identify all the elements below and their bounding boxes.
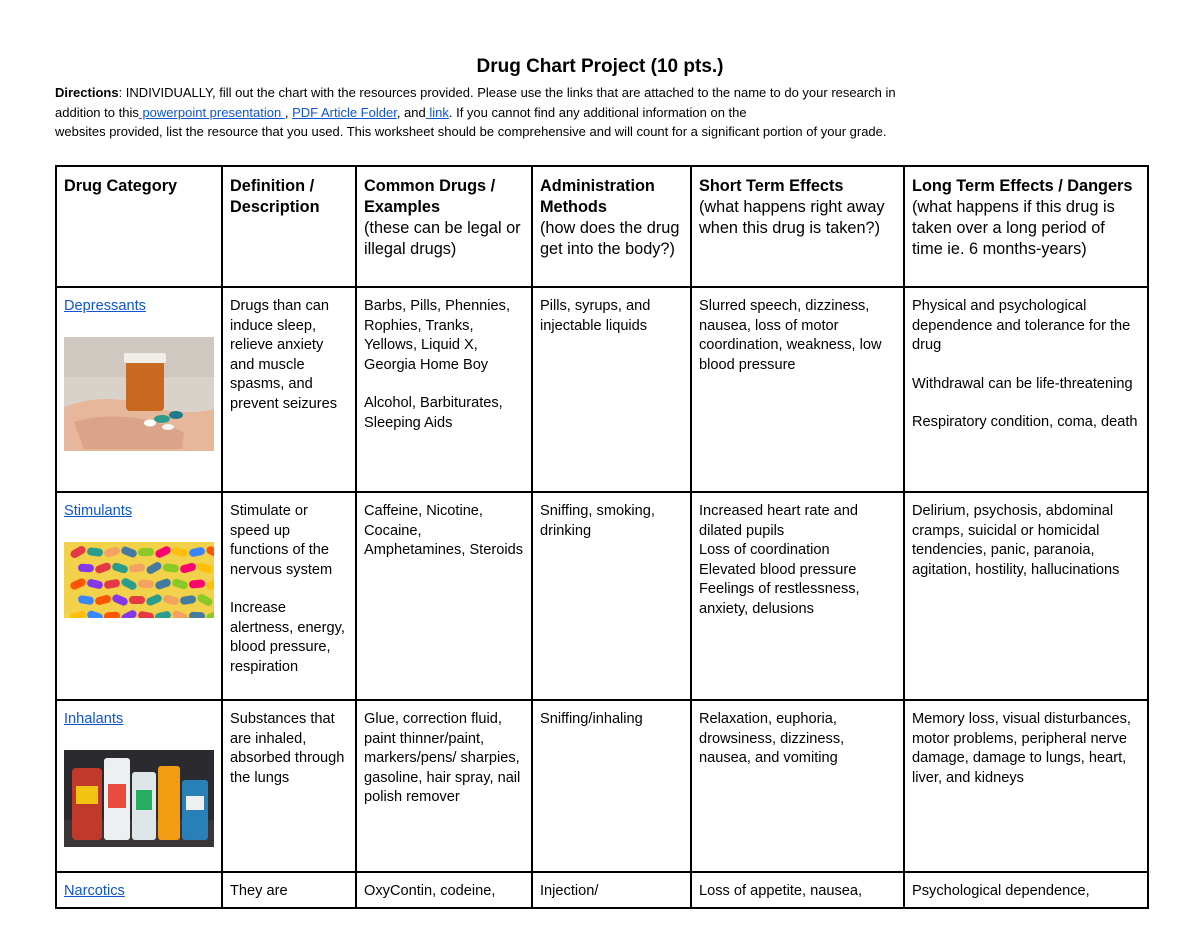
table-row: [56, 700, 1148, 872]
category-cell: [56, 700, 222, 872]
definition-cell: [222, 872, 356, 908]
long-term-text: Respiratory condition, coma, death: [912, 414, 1138, 430]
directions-text-2-pre: addition to this: [55, 104, 139, 120]
header-long-term-note: (what happens if this drug is taken over a long period of time ie. 6 months-years): [912, 198, 1115, 258]
administration-cell: [532, 492, 691, 700]
directions-line-2: [55, 103, 1155, 123]
common-drugs-cell: [356, 287, 532, 492]
short-term-text: Slurred speech, dizziness, nausea, loss of motor coordination, weakness, low blood pressure: [699, 298, 882, 373]
directions-line-3: [55, 122, 1155, 142]
definition-text: Stimulate or speed up functions of the nervous system: [230, 503, 333, 578]
definition-text: Drugs than can induce sleep, relieve anxiety and muscle spasms, and prevent seizures: [230, 298, 338, 412]
category-link[interactable]: Depressants: [64, 298, 146, 314]
common-drugs-cell: [356, 492, 532, 700]
directions-text-1: : INDIVIDUALLY, fill out the chart with the resources provided. Please use the links that are attached to the name to do your research in: [118, 85, 896, 100]
common-drugs-text: Barbs, Pills, Phennies, Rophies, Tranks, Yellows, Liquid X, Georgia Home Boy: [364, 298, 511, 373]
short-term-text: Increased heart rate and dilated pupils Loss of coordination Elevated blood pressure Feelings of restlessness, anxiety, delusions: [699, 503, 860, 617]
long-term-cell: [904, 872, 1148, 908]
long-term-cell: [904, 700, 1148, 872]
definition-cell: [222, 492, 356, 700]
definition-cell: [222, 287, 356, 492]
short-term-cell: [691, 492, 904, 700]
category-cell: [56, 492, 222, 700]
directions-separator-2: , and: [396, 104, 426, 120]
long-term-text: Psychological dependence,: [912, 883, 1090, 899]
common-drugs-text: Caffeine, Nicotine, Cocaine, Amphetamines, Steroids: [364, 503, 523, 558]
definition-text: Substances that are inhaled, absorbed through the lungs: [230, 711, 345, 786]
header-category-label: Drug Category: [64, 177, 178, 195]
header-common-drugs: [356, 166, 532, 287]
administration-text: Injection/: [540, 883, 599, 899]
administration-cell: [532, 287, 691, 492]
header-long-term-title: Long Term Effects / Dangers: [912, 177, 1133, 195]
long-term-text: Memory loss, visual disturbances, motor problems, peripheral nerve damage, damage to lungs, heart, liver, and kidneys: [912, 711, 1131, 786]
short-term-text: Relaxation, euphoria, drowsiness, dizziness, nausea, and vomiting: [699, 711, 845, 766]
header-row: [56, 166, 1148, 287]
directions-text-3: websites provided, list the resource that you used. This worksheet should be comprehensive and will count for a significant portion of your grade.: [55, 124, 887, 139]
administration-text: Sniffing, smoking, drinking: [540, 503, 655, 539]
pills-in-hand-photo: [64, 337, 214, 451]
header-administration: [532, 166, 691, 287]
header-administration-title: Administration Methods: [540, 177, 655, 216]
category-link[interactable]: Inhalants: [64, 711, 124, 727]
header-short-term-title: Short Term Effects: [699, 177, 844, 195]
directions-text-2-post: . If you cannot find any additional information on the: [448, 104, 747, 120]
page-title: Drug Chart Project (10 pts.): [476, 56, 724, 77]
header-long-term: [904, 166, 1148, 287]
administration-cell: [532, 700, 691, 872]
header-definition: [222, 166, 356, 287]
definition-text: Increase alertness, energy, blood pressure, respiration: [230, 600, 345, 675]
category-cell: [56, 287, 222, 492]
common-drugs-text: Alcohol, Barbiturates, Sleeping Aids: [364, 395, 503, 431]
drug-chart-table: [55, 165, 1149, 909]
directions-separator-1: ,: [284, 104, 293, 120]
table-row: [56, 287, 1148, 492]
header-short-term: [691, 166, 904, 287]
short-term-cell: [691, 872, 904, 908]
definition-cell: [222, 700, 356, 872]
administration-text: Sniffing/inhaling: [540, 711, 643, 727]
common-drugs-cell: [356, 700, 532, 872]
household-chemicals-photo: [64, 750, 214, 847]
pdf-article-folder-link[interactable]: PDF Article Folder: [292, 104, 397, 120]
long-term-cell: [904, 492, 1148, 700]
category-cell: [56, 872, 222, 908]
directions-line-1: [55, 83, 1155, 103]
category-link[interactable]: Narcotics: [64, 883, 125, 899]
header-category: [56, 166, 222, 287]
resource-link[interactable]: link: [425, 104, 449, 120]
definition-text: They are: [230, 883, 288, 899]
short-term-text: Loss of appetite, nausea,: [699, 883, 863, 899]
directions: [55, 83, 1155, 142]
administration-text: Pills, syrups, and injectable liquids: [540, 298, 651, 334]
long-term-text: Withdrawal can be life-threatening: [912, 375, 1133, 392]
administration-cell: [532, 872, 691, 908]
header-administration-note: (how does the drug get into the body?): [540, 219, 680, 258]
directions-label: Directions: [55, 85, 119, 100]
table-body: [56, 287, 1148, 908]
short-term-cell: [691, 700, 904, 872]
powerpoint-presentation-link[interactable]: powerpoint presentation: [138, 104, 285, 120]
common-drugs-text: Glue, correction fluid, paint thinner/paint, markers/pens/ sharpies, gasoline, hair spray, nail polish remover: [364, 711, 521, 805]
header-common-drugs-note: (these can be legal or illegal drugs): [364, 219, 521, 258]
header-common-drugs-title: Common Drugs / Examples: [364, 177, 496, 216]
short-term-cell: [691, 287, 904, 492]
long-term-cell: [904, 287, 1148, 492]
long-term-text: Delirium, psychosis, abdominal cramps, suicidal or homicidal tendencies, panic, paranoia, agitation, hostility, hallucinations: [912, 503, 1120, 578]
colorful-capsules-photo: [64, 542, 214, 618]
common-drugs-cell: [356, 872, 532, 908]
header-short-term-note: (what happens right away when this drug is taken?): [699, 198, 885, 237]
header-definition-label: Definition / Description: [230, 177, 320, 216]
category-link[interactable]: Stimulants: [64, 503, 133, 519]
common-drugs-text: OxyContin, codeine,: [364, 883, 496, 899]
table-row: [56, 492, 1148, 700]
table-row: [56, 872, 1148, 908]
long-term-text: Physical and psychological dependence and tolerance for the drug: [912, 298, 1131, 353]
